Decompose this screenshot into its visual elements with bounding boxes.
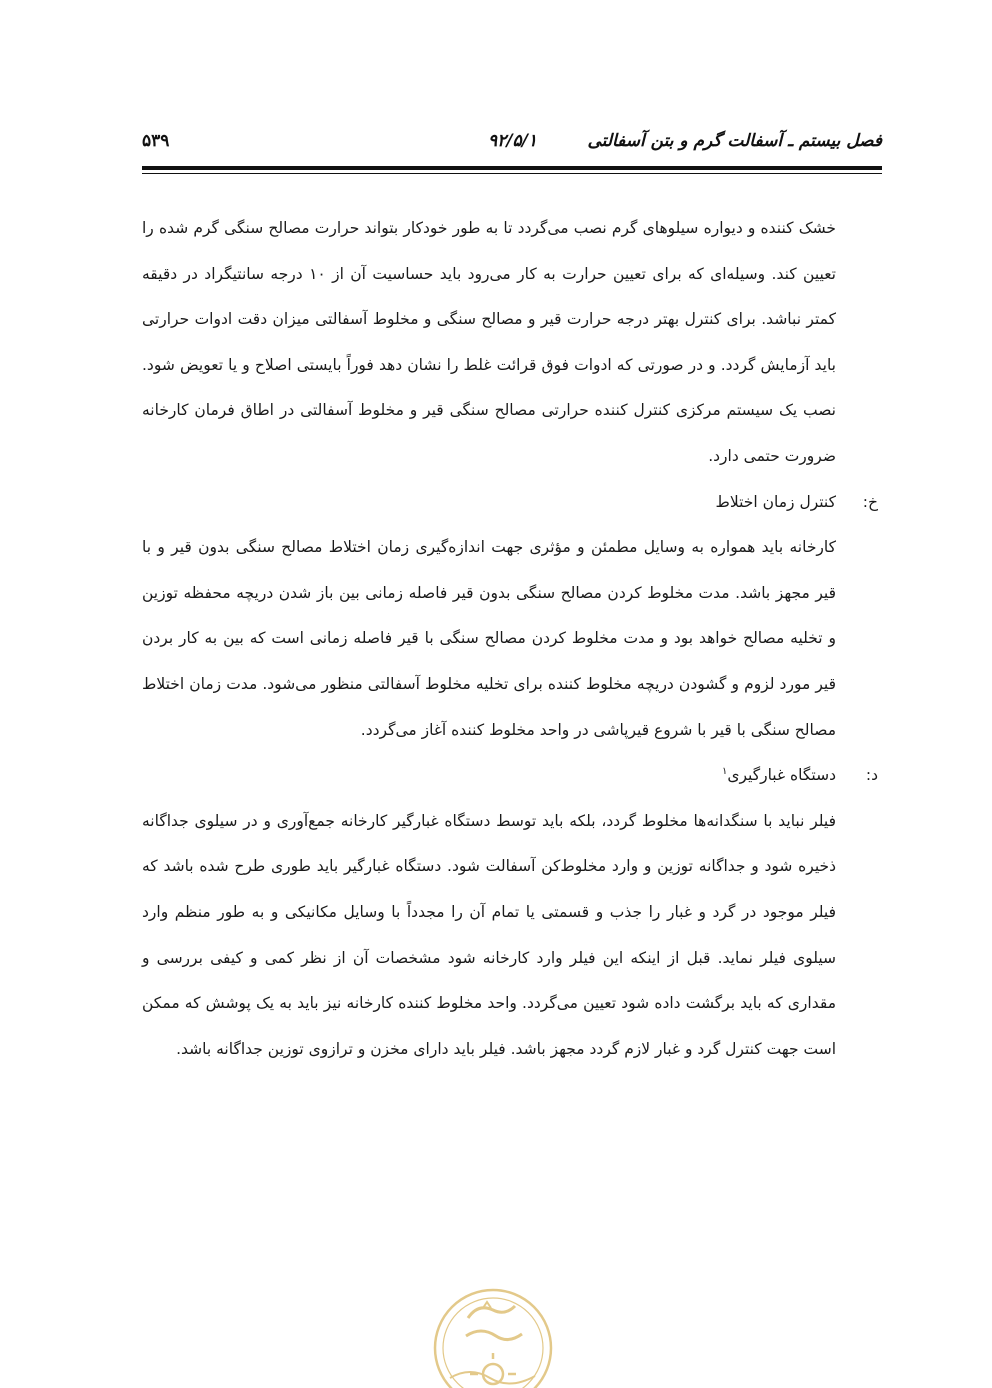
footnote-mark: ۱ <box>721 765 728 777</box>
publisher-logo-watermark <box>428 1278 558 1388</box>
page-header <box>142 128 882 162</box>
chapter-title: فصل بیستم ـ آسفالت گرم و بتن آسفالتی <box>587 131 882 151</box>
item-heading: دستگاه غبارگیری <box>727 766 836 785</box>
paragraph: فیلر نباید با سنگدانه‌ها مخلوط گردد، بلکه باید توسط دستگاه غبارگیر کارخانه جمع‌آوری و در سیلوی جداگانه ذخیره شود و جداگانه توزین و وارد مخلوط‌کن آسفالت شود. دستگاه غبارگیر باید طوری طرح شده باشد که فیلر موجود در گرد و غبار را جذب و قسمتی یا تمام آن را مجدداً با وسایل مکانیکی و به طور منظم وارد سیلوی فیلر نماید. قبل از اینکه این فیلر وارد کارخانه شود مشخصات آن از نظر کمی و کیفی بررسی و مقداری که باید برگشت داده شود تعیین می‌گردد. واحد مخلوط کننده کارخانه نیز باید به یک پوشش که ممکن است جهت کنترل گرد و غبار لازم گردد مجهز باشد. فیلر باید دارای مخزن و ترازوی توزین جداگانه باشد. <box>142 811 836 1058</box>
body-text <box>142 206 878 1072</box>
item-letter: د: <box>865 766 878 785</box>
paragraph: خشک کننده و دیواره سیلوهای گرم نصب می‌گردد تا به طور خودکار بتواند حرارت مصالح سنگی گرم شده را تعیین کند. وسیله‌ای که برای تعیین حرارت به کار می‌رود باید حساسیت آن از ۱۰ درجه سانتیگراد در دقیقه کمتر نباشد. برای کنترل بهتر درجه حرارت قیر و مصالح سنگی و مخلوط آسفالتی میزان دقت ادوات حرارتی باید آزمایش گردد. و در صورتی که ادوات فوق قرائت غلط را نشان دهد فوراً بایستی اصلاح و یا تعویض شود. نصب یک سیستم مرکزی کنترل کننده حرارتی مصالح سنگی قیر و مخلوط آسفالتی در اطاق فرمان کارخانه ضرورت حتمی دارد. <box>142 219 836 465</box>
section-heading-d <box>142 753 878 799</box>
page-number: ۵۳۹ <box>142 131 170 151</box>
item-heading: کنترل زمان اختلاط <box>715 492 836 511</box>
item-letter: خ: <box>862 492 878 511</box>
revision-date: ۹۲/۵/۱ <box>488 131 537 151</box>
paragraph: کارخانه باید همواره به وسایل مطمئن و مؤثری جهت اندازه‌گیری زمان اختلاط مصالح سنگی بدون قیر و با قیر مجهز باشد. مدت مخلوط کردن مصالح سنگی بدون قیر فاصله زمانی بین باز شدن دریچه محفظه توزین و تخلیه مصالح خواهد بود و مدت مخلوط کردن مصالح سنگی با قیر فاصله زمانی است که بین به کار بردن قیر مورد لزوم و گشودن دریچه مخلوط کننده برای تخلیه مخلوط آسفالتی منظور می‌شود. مدت زمان اختلاط مصالح سنگی با قیر با شروع قیرپاشی در واحد مخلوط کننده آغاز می‌گردد. <box>142 538 836 739</box>
header-rule-thin <box>142 173 882 174</box>
section-heading-kh <box>142 480 878 526</box>
header-rule-thick <box>142 166 882 170</box>
